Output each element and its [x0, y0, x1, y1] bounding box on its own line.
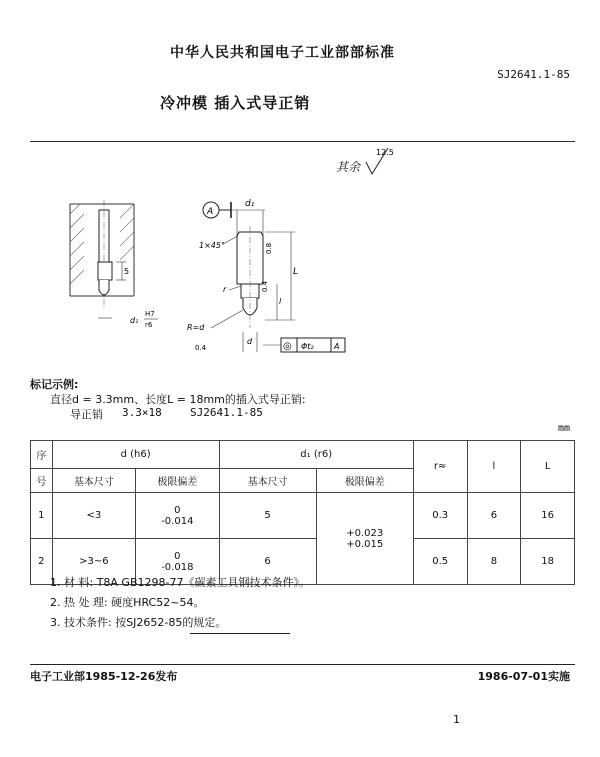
marking-size: 3.3×18	[122, 406, 162, 419]
chamfer-label: 1×45°	[199, 241, 225, 250]
th-d-basic: 基本尺寸	[52, 469, 135, 493]
standard-body: 中华人民共和国电子工业部部标准	[170, 45, 395, 61]
table-row	[31, 493, 575, 539]
row1-d-basic: <3	[52, 493, 135, 539]
bottom-rule	[30, 664, 575, 665]
th-no-bot: 号	[31, 469, 53, 493]
fit-denominator: r6	[145, 321, 153, 329]
roughness-value: 12.5	[376, 148, 394, 157]
row2-L: 18	[521, 539, 575, 585]
marking-line1: 直径d = 3.3mm、长度L = 18mm的插入式导正销:	[50, 393, 306, 406]
d1-deviation: +0.023 +0.015	[316, 493, 413, 585]
th-d1-basic: 基本尺寸	[219, 469, 316, 493]
row2-d1-basic: 6	[219, 539, 316, 585]
row1-l: 6	[467, 493, 521, 539]
datum-a: A	[207, 207, 214, 217]
length-l: l	[279, 297, 282, 306]
notes	[50, 574, 310, 634]
row2-d-dev: 0 -0.018	[136, 539, 219, 585]
effective-date: 1986-07-01实施	[477, 670, 570, 683]
issued-date: 电子工业部1985-12-26发布	[30, 670, 178, 683]
r-label: r	[223, 285, 227, 294]
th-r: r≈	[413, 441, 467, 493]
note-material: 1. 材 料: T8A GB1298-77《碳素工具钢技术条件》。	[50, 576, 310, 589]
pin-detail-view	[185, 192, 365, 360]
end-rule	[190, 633, 290, 634]
th-d: d (h6)	[52, 441, 219, 469]
tolerance-value: Φt₂	[301, 342, 314, 351]
coaxiality-symbol: ◎	[283, 341, 292, 352]
dimension-table	[30, 440, 575, 585]
roughness-04: 0.4	[261, 280, 269, 292]
roughness-08: 0.8	[265, 242, 273, 254]
row1-L: 16	[521, 493, 575, 539]
d1-label-right: d₁	[245, 199, 255, 209]
th-d-dev: 极限偏差	[136, 469, 219, 493]
row2-no: 2	[31, 539, 53, 585]
installation-view	[60, 198, 175, 340]
tolerance-datum: A	[334, 342, 340, 351]
th-d1-dev: 极限偏差	[316, 469, 413, 493]
roughness-04-bottom: 0.4	[195, 344, 207, 352]
row1-d-dev: 0 -0.014	[136, 493, 219, 539]
th-d1: d₁ (r6)	[219, 441, 413, 469]
length-L: L	[293, 267, 299, 277]
th-L: L	[521, 441, 575, 493]
radius-label: R=d	[187, 323, 205, 332]
standard-code: SJ2641.1-85	[497, 68, 570, 81]
marking-code: SJ2641.1-85	[190, 406, 263, 419]
marking-name: 导正销	[70, 408, 103, 421]
note-technical: 3. 技术条件: 按SJ2652-85的规定。	[50, 616, 227, 629]
row2-l: 8	[467, 539, 521, 585]
row1-r: 0.3	[413, 493, 467, 539]
marking-heading: 标记示例:	[30, 378, 79, 391]
dim-five: 5	[124, 267, 130, 276]
fit-numerator: H7	[145, 310, 155, 318]
row2-r: 0.5	[413, 539, 467, 585]
document-title: 冷冲模 插入式导正销	[160, 94, 311, 112]
table-unit: mm	[557, 423, 570, 434]
th-no-top: 序	[31, 441, 53, 469]
top-rule	[30, 141, 575, 142]
roughness-symbol	[364, 144, 392, 180]
row2-d-basic: >3~6	[52, 539, 135, 585]
roughness-label: 其余	[336, 160, 361, 174]
row1-no: 1	[31, 493, 53, 539]
d1-label-left: d₁	[130, 316, 139, 325]
d-label: d	[247, 337, 253, 346]
page-number: 1	[453, 713, 460, 726]
th-l: l	[467, 441, 521, 493]
row1-d1-basic: 5	[219, 493, 316, 539]
note-heat-treatment: 2. 热 处 理: 硬度HRC52~54。	[50, 596, 205, 609]
